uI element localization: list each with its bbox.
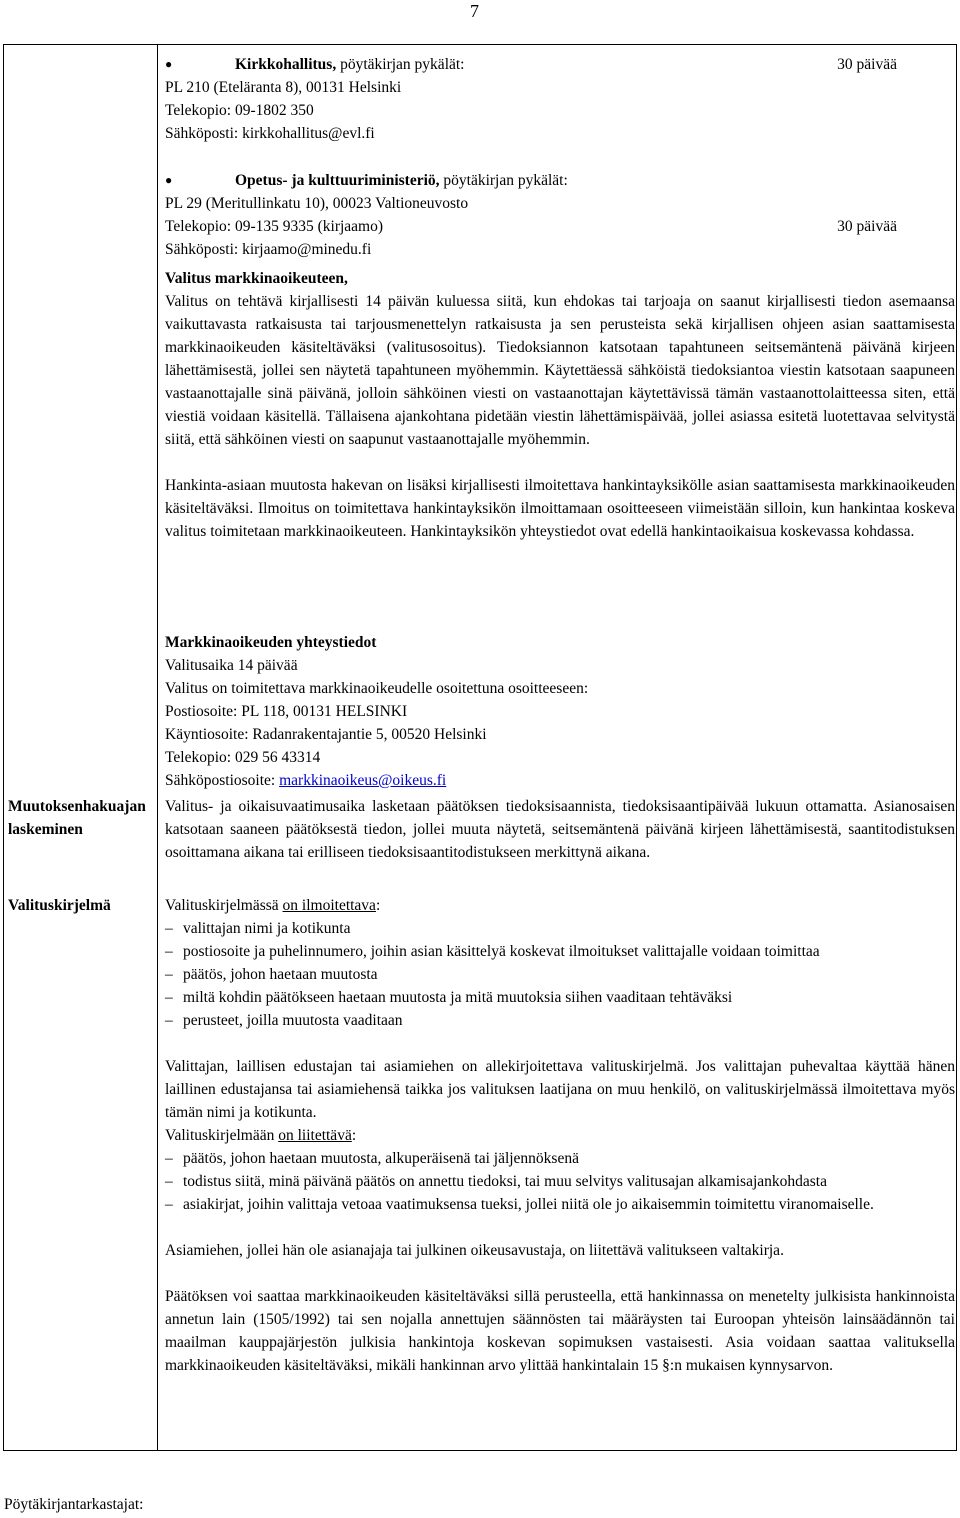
required-list [165, 917, 955, 1032]
column-divider [157, 45, 158, 1450]
contact-opetusministerio: ● Opetus- ja kulttuuriministeriö, pöytäkirjan pykälät: PL 29 (Meritullinkatu 10), 00023 Valtioneuvosto Telekopio: 09-135 9335 (kirjaamo) 30 päivää Sähköposti: kirjaamo@minedu.fi [165, 169, 955, 261]
letter-section: Valituskirjelmässä on ilmoitettava: – valittajan nimi ja kotikunta – postiosoite ja puhelinnumero, joihin asian käsittelyä koskevat ilmoitukset valittajalle voidaan toimittaa – päätös, johon haetaan muutosta – miltä kohdin päätökseen haetaan muutosta ja mitä muutoksia siihen vaaditaan tehtäväksi – perusteet, joilla muutosta vaaditaan Valittajan, laillisen edustajan tai asiamiehen on allekirjoitettava valituskirjelmä. Jos valittajan puhevaltaa käyttää hänen laillinen edustajansa tai asiamiehensä taikka jos valituksen laatijana on muu henkilö, on valituskirjelmässä ilmoitettava myös tämän nimi ja kotikunta. Valituskirjelmään on liitettävä: – päätös, johon haetaan muutosta, alkuperäisenä tai jäljennöksenä – todistus siitä, minä päivänä päätös on annettu tiedoksi, tai muu selvitys valitusajan alkamisajankohdasta – asiakirjat, joihin valittaja vetoaa vaatimuksensa tueksi, jollei niitä ole jo aikaisemmin toimitettu viranomaiselle. Asiamiehen, jollei hän ole asianajaja tai julkinen oikeusavustaja, on liitettävä valitukseen valtakirja. Päätöksen voi saattaa markkinaoikeuden käsiteltäväksi sillä perusteella, että hankinnassa on menetelty julkisista hankinnoista annetun lain (1505/1992) tai sen nojalla annettujen säännösten tai määräysten tai Euroopan yhteisön lainsäädännön tai maailman kauppajärjestön julkisia hankintoja koskevan sopimuksen vastaisesti. Asia voidaan saattaa valituksella markkinaoikeuden käsiteltäväksi, mikäli hankinnan arvo ylittää hankintalain 15 §:n mukaisen kynnysarvon. [165, 894, 955, 1377]
page-number: 7 [470, 1, 479, 21]
contact-line: PL 29 (Meritullinkatu 10), 00023 Valtioneuvosto [165, 195, 469, 212]
contact-kirkkohallitus: ● Kirkkohallitus, pöytäkirjan pykälät: 30 päivää PL 210 (Eteläranta 8), 00131 Helsinki Telekopio: 09-1802 350 Sähköposti: kirkkohallitus@evl.fi [165, 53, 955, 145]
contact-title: Kirkkohallitus, [235, 56, 337, 73]
list-item: – todistus siitä, minä päivänä päätös on annettu tiedoksi, tai muu selvitys valitusajan alkamisajankohdasta [165, 1170, 955, 1193]
contact-line: Telekopio: 09-1802 350 [165, 102, 314, 119]
court-line: Telekopio: 029 56 43314 [165, 749, 321, 766]
court-email-link[interactable]: markkinaoikeus@oikeus.fi [279, 772, 447, 789]
letter-label: Valituskirjelmä [8, 897, 111, 914]
list-item: – valittajan nimi ja kotikunta [165, 917, 955, 940]
list-item: – asiakirjat, joihin valittaja vetoaa vaatimuksensa tueksi, jollei niitä ole jo aikaisemmin toimitettu viranomaiselle. [165, 1193, 955, 1216]
contact-line: Telekopio: 09-135 9335 (kirjaamo) [165, 218, 384, 235]
court-email-label: Sähköpostiosoite: [165, 772, 280, 789]
proxy-text: Asiamiehen, jollei hän ole asianajaja tai julkinen oikeusavustaja, on liitettävä valitukseen valtakirja. [165, 1242, 784, 1259]
contact-line: Sähköposti: kirkkohallitus@evl.fi [165, 125, 375, 142]
contact-days: 30 päivää [837, 56, 897, 73]
court-heading: Markkinaoikeuden yhteystiedot [165, 634, 377, 651]
contact-title: Opetus- ja kulttuuriministeriö, [235, 172, 440, 189]
contact-days: 30 päivää [837, 218, 897, 235]
bullet-icon: ● [165, 173, 173, 187]
list-item: – päätös, johon haetaan muutosta [165, 963, 955, 986]
court-line: Käyntiosoite: Radanrakentajantie 5, 00520 Helsinki [165, 726, 487, 743]
deadline-text: Valitus- ja oikaisuvaatimusaika lasketaan päätöksen tiedoksisaannista, tiedoksisaantipäivää lukuun ottamatta. Asianosaisen katsotaan saaneen päätöksestä tiedon, jollei muuta näytetä, seitsemäntenä päivänä kirjeen lähettämisestä, saantitodistuksen osoittamana aikana tai erilliseen tiedoksisaantitodistukseen merkittynä aikana. [165, 798, 955, 861]
deadline-label: Muutoksenhakuajan laskeminen [8, 798, 146, 838]
list-item: – päätös, johon haetaan muutosta, alkuperäisenä tai jäljennöksenä [165, 1147, 955, 1170]
final-text: Päätöksen voi saattaa markkinaoikeuden käsiteltäväksi sillä perusteella, että hankinnassa on menetelty julkisista hankinnoista annetun lain (1505/1992) tai sen nojalla annettujen säännösten tai määräysten tai Euroopan yhteisön lainsäädännön tai maailman kauppajärjestön julkisia hankintoja koskevan sopimuksen vastaisesti. Asia voidaan saattaa valituksella markkinaoikeuden käsiteltäväksi, mikäli hankinnan arvo ylittää hankintalain 15 §:n mukaisen kynnysarvon. [165, 1288, 955, 1374]
court-line: Postiosoite: PL 118, 00131 HELSINKI [165, 703, 408, 720]
appeal-heading: Valitus markkinaoikeuteen, [165, 270, 348, 287]
signature-text: Valittajan, laillisen edustajan tai asiamiehen on allekirjoitettava valituskirjelmä. Jos valittajan puhevaltaa käyttää hänen laillinen edustajansa tai asiamiehensä taikka jos valituksen laatijana on muu henkilö, on valituskirjelmässä ilmoitettava myös tämän nimi ja kotikunta. [165, 1058, 955, 1121]
appeal-paragraph: Hankinta-asiaan muutosta hakevan on lisäksi kirjallisesti ilmoitettava hankintayksikölle asian saattamisesta markkinaoikeuden käsiteltäväksi. Ilmoitus on toimitettava hankintayksikön ilmoittamaan osoitteeseen viimeistään silloin, kun hankintaa koskeva valitus toimitetaan markkinaoikeuteen. Hankintayksikön yhteystiedot ovat edellä hankintaoikaisua koskevassa kohdassa. [165, 477, 955, 540]
attachments-list [165, 1147, 955, 1216]
contact-line: PL 210 (Eteläranta 8), 00131 Helsinki [165, 79, 402, 96]
list-item: – postiosoite ja puhelinnumero, joihin asian käsittelyä koskevat ilmoitukset valittajalle voidaan toimittaa [165, 940, 955, 963]
list-item: – miltä kohdin päätökseen haetaan muutosta ja mitä muutoksia siihen vaaditaan tehtäväksi [165, 986, 955, 1009]
appeal-paragraph: Valitus on tehtävä kirjallisesti 14 päivän kuluessa siitä, kun ehdokas tai tarjoaja on saanut kirjallisesti tiedon asemaansa vaikuttavasta ratkaisusta tai tarjousmenettelyn ratkaisusta ja sen perusteista sekä kirjallisen ohjeen asian saattamisesta markkinaoikeuden käsiteltäväksi (valitusosoitus). Tiedoksiannon katsotaan tapahtuneen seitsemäntenä päivänä kirjeen lähettämisestä, jollei sen näytetä tapahtuneen myöhemmin. Käytettäessä sähköistä tiedoksiantoa viestin katsotaan saapuneen vastaanottajalle sinä päivänä, jolloin sähköinen viesti on vastaanottajan käytettävissä tämän vastaanottolaitteessa siten, että viestiä voidaan käsitellä. Tällaisena ajankohtana pidetään viestin lähettämispäivää, jollei asiassa esitetä luotettavaa selvitystä siitä, että sähköinen viesti on saapunut vastaanottajalle myöhemmin. [165, 293, 955, 448]
footer-reviewers-label: Pöytäkirjantarkastajat: [4, 1496, 144, 1513]
appeal-instructions-table [3, 44, 957, 1451]
court-line: Valitus on toimitettava markkinaoikeudelle osoitettuna osoitteeseen: [165, 680, 589, 697]
court-contact [165, 631, 955, 792]
contact-line: Sähköposti: kirjaamo@minedu.fi [165, 241, 372, 258]
court-line: Valitusaika 14 päivää [165, 657, 298, 674]
list-item: – perusteet, joilla muutosta vaaditaan [165, 1009, 955, 1032]
bullet-icon: ● [165, 57, 173, 71]
appeal-section [165, 267, 955, 543]
